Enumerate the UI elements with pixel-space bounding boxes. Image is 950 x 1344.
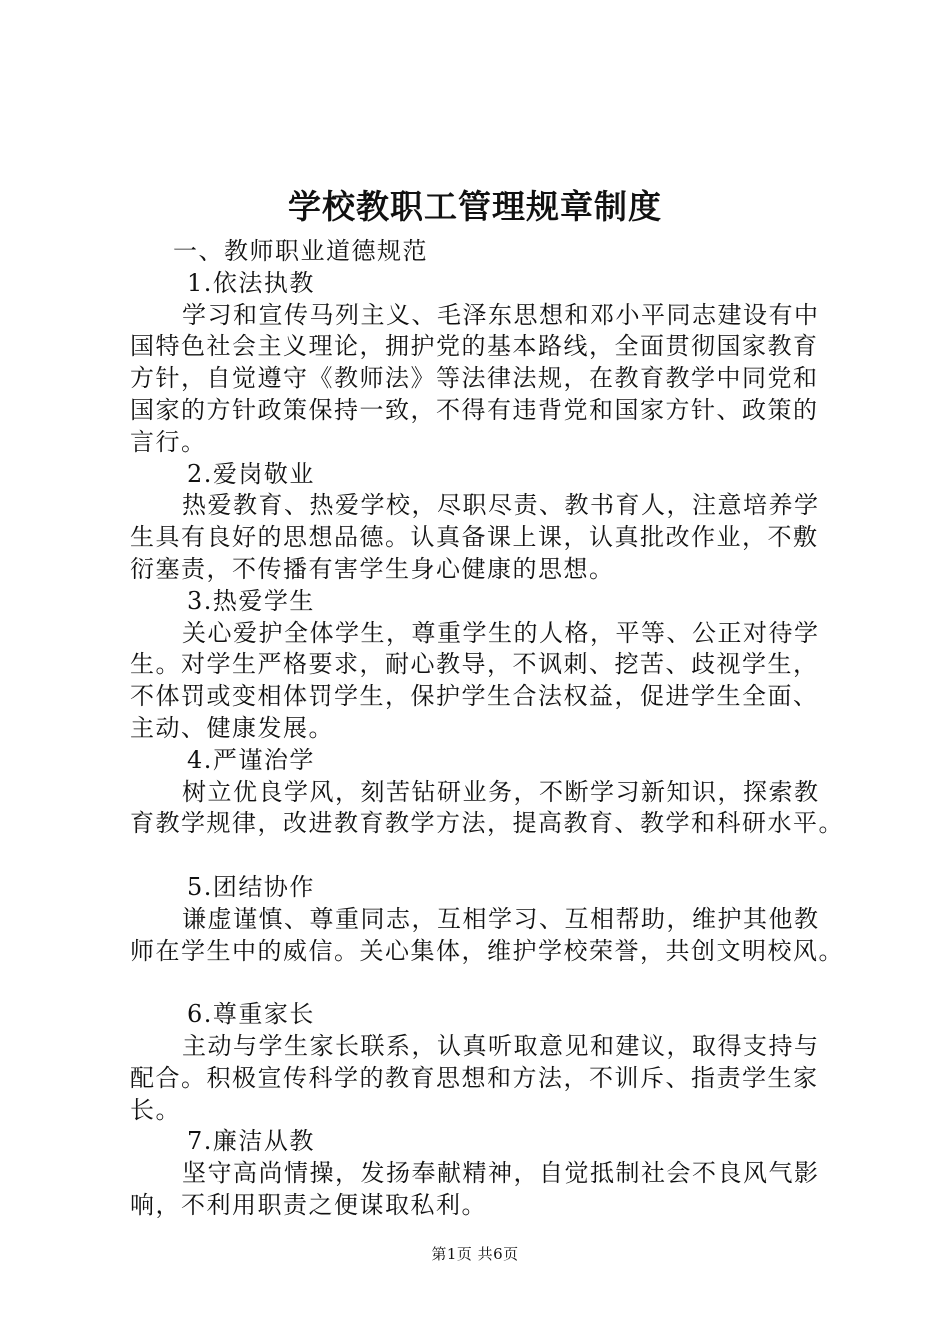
item-heading: 5.团结协作	[187, 872, 315, 901]
paragraph-line: 国特色社会主义理论，拥护党的基本路线，全面贯彻国家教育	[130, 332, 819, 361]
item-heading: 4.严谨治学	[187, 745, 315, 774]
paragraph-line: 谦虚谨慎、尊重同志，互相学习、互相帮助，维护其他教	[182, 904, 820, 933]
item-heading: 3.热爱学生	[187, 586, 315, 615]
paragraph-line: 生具有良好的思想品德。认真备课上课，认真批改作业，不敷	[130, 523, 819, 552]
blank-line	[130, 967, 835, 999]
paragraph-line: 生。对学生严格要求，耐心教导，不讽刺、挖苦、歧视学生，	[130, 650, 819, 679]
paragraph-line: 关心爱护全体学生，尊重学生的人格，平等、公正对待学	[182, 618, 820, 647]
item-heading: 1.依法执教	[187, 268, 315, 297]
paragraph-line: 育教学规律，改进教育教学方法，提高教育、教学和科研水平。	[130, 809, 844, 838]
document-body	[130, 236, 844, 1222]
blank-line	[130, 840, 835, 872]
item-heading: 7.廉洁从教	[187, 1127, 315, 1156]
paragraph-line: 坚守高尚情操，发扬奉献精神，自觉抵制社会不良风气影	[182, 1159, 820, 1188]
paragraph-line: 言行。	[130, 427, 207, 456]
paragraph-line: 热爱教育、热爱学校，尽职尽责、教书育人，注意培养学	[182, 491, 820, 520]
paragraph-line: 不体罚或变相体罚学生，保护学生合法权益，促进学生全面、	[130, 682, 819, 711]
paragraph-line: 配合。积极宣传科学的教育思想和方法，不训斥、指责学生家	[130, 1063, 819, 1092]
paragraph-line: 主动与学生家长联系，认真听取意见和建议，取得支持与	[182, 1031, 820, 1060]
item-heading: 2.爱岗敬业	[187, 459, 315, 488]
page-footer: 第1页 共6页	[431, 1245, 519, 1263]
paragraph-line: 树立优良学风，刻苦钻研业务，不断学习新知识，探索教	[182, 777, 820, 806]
paragraph-line: 衍塞责，不传播有害学生身心健康的思想。	[130, 554, 615, 583]
paragraph-line: 主动、健康发展。	[130, 713, 334, 742]
paragraph-line: 方针，自觉遵守《教师法》等法律法规，在教育教学中同党和	[130, 364, 819, 393]
section-heading: 一、教师职业道德规范	[173, 237, 428, 265]
paragraph-line: 学习和宣传马列主义、毛泽东思想和邓小平同志建设有中	[182, 300, 820, 329]
paragraph-line: 师在学生中的威信。关心集体，维护学校荣誉，共创文明校风。	[130, 936, 844, 965]
document-title: 学校教职工管理规章制度	[288, 187, 662, 226]
paragraph-line: 长。	[130, 1095, 181, 1124]
paragraph-line: 响，不利用职责之便谋取私利。	[130, 1190, 487, 1219]
item-heading: 6.尊重家长	[187, 1000, 315, 1029]
paragraph-line: 国家的方针政策保持一致，不得有违背党和国家方针、政策的	[130, 395, 819, 424]
